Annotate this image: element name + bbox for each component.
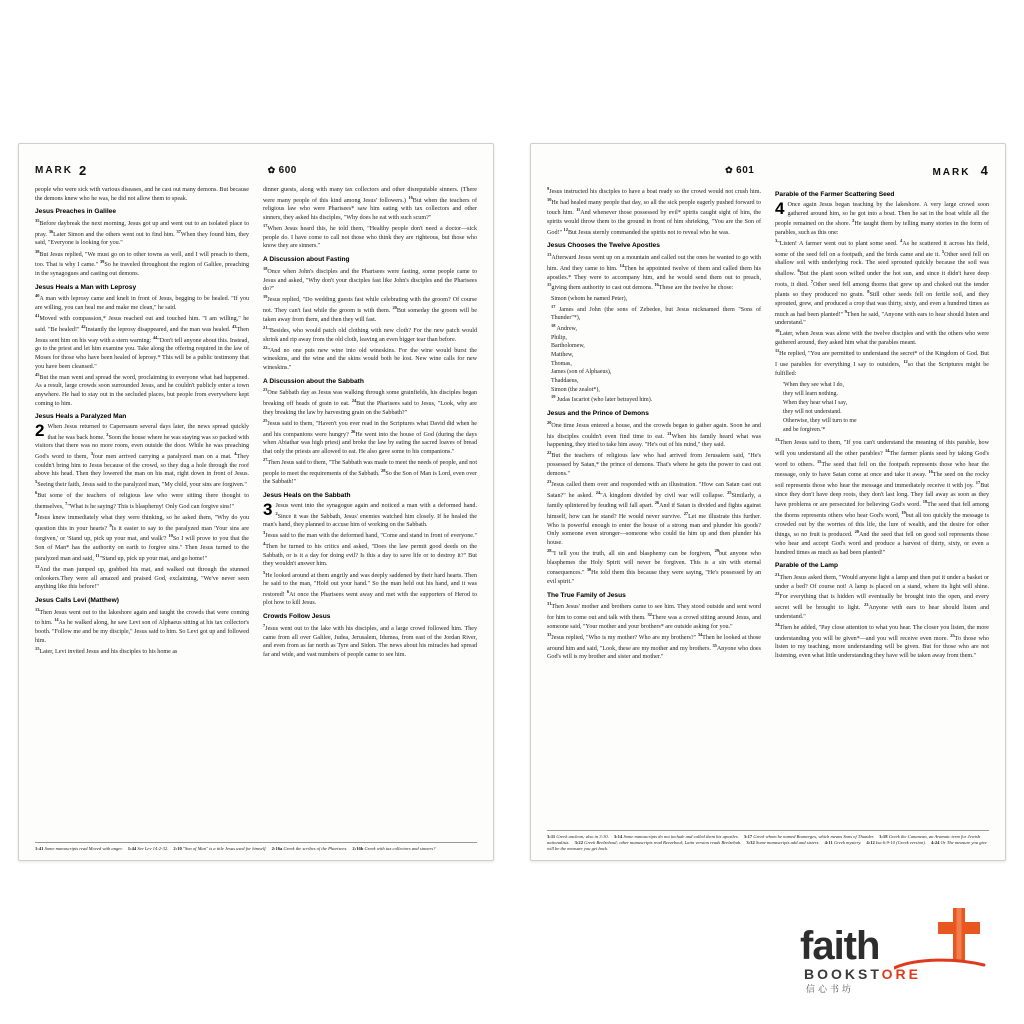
section-heading: Jesus Heals a Man with Leprosy [35,283,137,291]
leaf-icon: ✿ [267,164,276,175]
column-right-1 [547,186,761,826]
chapter-opening-paragraph: 4 Once again Jesus began teaching by the lakeshore. A very large crowd soon gathered around him, so he got into a boat. Then he sat in the boat while all the people remained on the shore. $^2$He taught them by telling many stories in the form of parables, such as this one: [775,198,989,236]
bible-page-right [530,143,1006,861]
chapter-number: 4 [980,162,989,178]
list-item: James (son of Alphaeus), [551,369,612,376]
verse-paragraph: $^{19}$Jesus replied, "Do wedding guests fast while celebrating with the groom? Of course not. They can't fast while the groom is with them. $^{20}$But someday the groom will be taken away from them, and then they will fast. [263,294,477,323]
verse-paragraph: people who were sick with various diseases, and he cast out many demons. But because the demons knew who he was, he did not allow them to speak. [35,187,249,202]
verse-paragraph: $^{33}$Jesus replied, "Who is my mother? Who are my brothers?" $^{34}$Then he looked at those around him and said, "Look, these are my mother and my brothers. $^{35}$Anyone who does God's will is my brother and sister and mother." [547,631,761,661]
poetry-line: and be forgiven.'* [783,426,826,433]
footnote: 3:14 Some manuscripts do not include and called them his apostles. [613,834,739,840]
poetry-line: they will not understand. [783,408,842,415]
book-name: MARK [35,164,73,176]
footnotes-left [35,837,477,852]
bible-page-left [18,143,494,861]
chapter-opening-paragraph: 3 Jesus went into the synagogue again and noticed a man with a deformed hand. $^2$Since it was the Sabbath, Jesus' enemies watched him closely. If he healed the man's hand, they planned to accuse him of working on the Sabbath. [263,499,477,529]
logo-subtitle [804,966,921,982]
verse-paragraph: $^3$"Listen! A farmer went out to plant some seed. $^4$As he scattered it across his field, some of the seed fell on a footpath, and the birds came and ate it. $^5$Other seed fell on shallow soil with underlying rock. The seed sprouted quickly because the soil was shallow. $^6$But the plant soon wilted under the hot sun, and since it didn't have deep roots, it died. $^7$Other seed fell among thorns that grew up and choked out the tender plants so they produced no grain. $^8$Still other seeds fell on fertile soil, and they sprouted, grew, and produced a crop that was thirty, sixty, and even a hundred times as much as had been planted!" $^9$Then he said, "Anyone with ears to hear should listen and understand." [775,237,989,327]
text-columns-right [547,186,989,826]
list-item: Thomas, [551,360,572,367]
verse-paragraph: $^{12}$And the man jumped up, grabbed his mat, and walked out through the stunned onlookers.They were all amazed and praised God, exclaiming, "We've never seen anything like this before!" [35,563,249,591]
apostles-list [551,295,761,405]
page-number-left [87,165,477,176]
chapter-dropcap: 2 [35,421,45,441]
list-item: Simon (the zealot*), [551,386,600,393]
footnotes-right [547,825,989,852]
bible-spread [0,143,1024,863]
page-number-value: 601 [736,164,755,176]
verse-paragraph: dinner guests, along with many tax collectors and other disreputable sinners. (There were many people of this kind among Jesus' followers.) $^{16}$But when the teachers of religious law who were Pharisees* saw him eating with tax collectors and other sinners, they asked his disciples, "Why does he eat with such scum?" [263,187,477,221]
verse-paragraph: $^{22}$"And no one puts new wine into old wineskins. For the wine would burst the wineskins, and the wine and the skins would both be lost. New wine calls for new wineskins." [263,344,477,371]
section-heading: Jesus Chooses the Twelve Apostles [547,242,660,250]
footnote: 4:11 Greek mystery. [824,840,862,846]
section-heading: A Discussion about the Sabbath [263,377,364,385]
footnote: 2:16b Greek with tax collectors and sinners? [352,846,436,852]
section-heading: Jesus and the Prince of Demons [547,410,649,418]
verse-paragraph: $^{24}$Then he added, "Pay close attention to what you hear. The closer you listen, the more understanding you will be given*—and you will receive even more. $^{25}$To those who listen to my teaching, more understanding will be given. But for those who are not listening, even what little understanding they have will be taken away from them." [775,621,989,659]
verse-paragraph: $^{21}$Then Jesus asked them, "Would anyone light a lamp and then put it under a basket or under a bed? Of course not! A lamp is placed on a stand, where its light will shine. $^{22}$For everything that is hidden will eventually be brought into the open, and every secret will be brought to light. $^{23}$Anyone with ears to hear should listen and understand." [775,572,989,620]
verse-paragraph: $^6$But some of the teachers of religious law who were sitting there thought to themselves, $^7$"What is he saying? This is blasphemy! Only God can forgive sins!" [35,490,249,510]
list-item: Matthew, [551,351,574,358]
logo-subtitle-accent: ORE [881,966,921,982]
logo-subtitle-primary: BOOKST [804,966,882,982]
poetry-line: 'When they see what I do, [783,382,844,389]
faith-bookstore-logo [798,910,988,994]
chapter-opening-paragraph: 2 When Jesus returned to Capernaum several days later, the news spread quickly that he was back home. $^2$Soon the house where he was staying was so packed with visitors that there was no more room, even outside the door. While he was preaching God's word to them, $^3$four men arrived carrying a paralyzed man on a mat. $^4$They couldn't bring him to Jesus because of the crowd, so they dug a hole through the roof above his head. Then they lowered the man on his mat, right down in front of Jesus. $^5$Seeing their faith, Jesus said to the paralyzed man, "My child, your sins are forgiven." [35,421,249,489]
page-number-value: 600 [278,164,297,176]
verse-paragraph: $^{25}$Jesus said to them, "Haven't you ever read in the Scriptures what David did when he and his companions were hungry? $^{26}$He went into the house of God (during the days when Abiathar was high priest) and broke the law by eating the sacred loaves of bread that only the priests are allowed to eat. He also gave some to his companions." [263,417,477,455]
poetry-line: they will learn nothing. [783,391,838,398]
verse-paragraph: $^{35}$Before daybreak the next morning, Jesus got up and went out to an isolated place to pray. $^{36}$Later Simon and the others went out to find him. $^{37}$When they found him, they said, "Everyone is looking for you." [35,218,249,247]
verse-paragraph: $^{13}$Then Jesus went out to the lakeshore again and taught the crowds that were coming to him. $^{14}$As he walked along, he saw Levi son of Alphaeus sitting at his tax collector's booth. "Follow me and be my disciple," Jesus said to him. So Levi got up and followed him. [35,606,249,644]
verse-paragraph: $^{18}$Once when John's disciples and the Pharisees were fasting, some people came to Jesus and asked, "Why don't your disciples fast like John's disciples and the Pharisees do?" [263,265,477,293]
poetry-block [783,381,989,434]
page-number-right [547,165,932,176]
verse-paragraph: $^{20}$One time Jesus entered a house, and the crowds began to gather again. Soon he and his disciples couldn't even find time to eat. $^{21}$When his family heard what was happening, they tried to take him away. "He's out of his mind," they said. [547,419,761,449]
footnote: 3:32 Some manuscripts add and sisters. [746,840,820,846]
verse-paragraph: $^7$Jesus went out to the lake with his disciples, and a large crowd followed him. They came from all over Galilee, Judea, Jerusalem, Idumea, from east of the Jordan River, and even from as far north as Tyre and Sidon. The news about his miracles had spread far and wide, and vast numbers of people came to see him. [263,622,477,658]
verse-paragraph: $^{28}$"I tell you the truth, all sin and blasphemy can be forgiven, $^{29}$but anyone who blasphemes the Holy Spirit will never be forgiven. This is a sin with eternal consequences." $^{30}$He told them this because they were saying, "He's possessed by an evil spirit." [547,548,761,585]
book-block [932,163,989,178]
verse-paragraph: $^{10}$Later, when Jesus was alone with the twelve disciples and with the others who were gathered around, they asked him what the parables meant. [775,328,989,347]
footnote: 3:18 Greek the Cananean, an Aramaic term for Jewish nationalists. [547,834,981,846]
verse-paragraph: $^{41}$Moved with compassion,* Jesus reached out and touched him. "I am willing," he said. "Be healed!" $^{42}$Instantly the leprosy disappeared, and the man was healed. $^{43}$Then Jesus sent him on his way with a stern warning: $^{44}$"Don't tell anyone about this. Instead, go to the priest and let him examine you. Take along the offering required in the law of Moses for those who have been healed of leprosy.* This will be a public testimony that you have been cleansed." [35,313,249,370]
verse-paragraph: $^{27}$Then Jesus said to them, "The Sabbath was made to meet the needs of people, and not people to meet the requirements of the Sabbath. $^{28}$So the Son of Man is Lord, even over the Sabbath!" [263,457,477,486]
footnote: 1:41 Some manuscripts read Moved with anger. [35,846,123,852]
verse-paragraph: $^{11}$He replied, "You are permitted to understand the secret* of the Kingdom of God. But I use parables for everything I say to outsiders, $^{12}$so that the Scriptures might be fulfilled: [775,348,989,377]
page-header-left [35,160,477,180]
column-left-1 [35,186,249,826]
chapter-number: 2 [79,162,88,178]
list-item: Simon (whom he named Peter), [551,295,628,302]
verse-paragraph: $^{17}$When Jesus heard this, he told them, "Healthy people don't need a doctor—sick people do. I have come to call not those who think they are righteous, but those who know they are sinners." [263,223,477,250]
column-right-2 [775,186,989,826]
verse-paragraph: $^{15}$Later, Levi invited Jesus and his disciples to his home as [35,645,178,655]
verse-paragraph: $^9$Jesus instructed his disciples to have a boat ready so the crowd would not crush him. $^{10}$He had healed many people that day, so all the sick people eagerly pushed forward to touch him. $^{11}$And whenever those possessed by evil* spirits caught sight of him, the spirits would throw them to the ground in front of him shrieking, "You are the Son of God!" $^{12}$But Jesus sternly commanded the spirits not to reveal who he was. [547,186,761,236]
verse-paragraph: $^{23}$Jesus called them over and responded with an illustration. "How can Satan cast out Satan?" he asked. $^{24}$"A kingdom divided by civil war will collapse. $^{25}$Similarly, a family splintered by feuding will fall apart. $^{26}$And if Satan is divided and fights against himself, how can he stand? He would never survive. $^{27}$Let me illustrate this further. Who is powerful enough to enter the house of a strong man and plunder his goods? Only someone even stronger—someone who could tie him up and then plunder his house. [547,478,761,546]
column-left-2 [263,186,477,826]
footnote: 3:17 Greek whom he named Boanerges, which means Sons of Thunder. [743,834,875,840]
page-header-right [547,160,989,180]
chapter-dropcap: 4 [775,198,785,218]
verse-paragraph: $^{38}$But Jesus replied, "We must go on to other towns as well, and I will preach to them, too. That is why I came." $^{39}$So he traveled throughout the region of Galilee, preaching in the synagogues and casting out demons. [35,248,249,277]
verse-paragraph: $^{31}$Then Jesus' mother and brothers came to see him. They stood outside and sent word for him to come out and talk with them. $^{32}$There was a crowd sitting around Jesus, and someone said, "Your mother and your brothers* are outside asking for you." [547,601,761,630]
logo-chinese-text: 信心书坊 [806,984,855,994]
verse-paragraph: $^{13}$Then Jesus said to them, "If you can't understand the meaning of this parable, how will you understand all the other parables? $^{14}$The farmer plants seed by taking God's word to others. $^{15}$The seed that fell on the footpath represents those who hear the message, only to have Satan come at once and take it away. $^{16}$The seed on the rocky soil represents those who hear the message and immediately receive it with joy. $^{17}$But since they don't have deep roots, they don't last long. They fall away as soon as they have problems or are persecuted for believing God's word. $^{18}$The seed that fell among the thorns represents others who hear God's word, $^{19}$but all too quickly the message is crowded out by the worries of this life, the lure of wealth, and the desire for other things, so no fruit is produced. $^{20}$And the seed that fell on good soil represents those who hear and accept God's word and produce a harvest of thirty, sixty, or even a hundred times as much as had been planted!" [775,437,989,556]
list-item: Bartholomew, [551,343,585,350]
list-item: $^{18}$ Andrew, [551,322,577,332]
list-item: Thaddaeus, [551,378,579,385]
footnote: 4:24 Or The measure you give will be the measure you get back. [547,840,987,852]
verse-paragraph: $^{45}$But the man went and spread the word, proclaiming to everyone what had happened. As a result, large crowds soon surrounded Jesus, and he couldn't publicly enter a town anywhere. He had to stay out in the secluded places, but people from everywhere kept coming to him. [35,371,249,407]
book-name: MARK [932,166,971,178]
verse-paragraph: $^3$Jesus said to the man with the deformed hand, "Come and stand in front of everyone." $^4$Then he turned to his critics and asked, "Does the law permit good deeds on the Sabbath, or is it a day for doing evil? Is this a day to save life or to destroy it?" But they wouldn't answer him. [263,530,477,568]
verse-paragraph: $^{21}$"Besides, who would patch old clothing with new cloth? For the new patch would shrink and rip away from the old cloth, leaving an even bigger tear than before. [263,324,477,343]
footnote: 2:10 "Son of Man" is a title Jesus used for himself. [173,846,267,852]
footnote: 3:11 Greek unclean; also in 3:30. [547,834,609,840]
section-heading: Jesus Heals a Paralyzed Man [35,413,127,421]
footnote-list [547,830,989,852]
footnote: 2:16a Greek the scribes of the Pharisees. [271,846,348,852]
section-heading: Jesus Calls Levi (Matthew) [35,596,119,604]
verse-paragraph: $^{22}$But the teachers of religious law who had arrived from Jerusalem said, "He's possessed by Satan,* the prince of demons. That's where he gets the power to cast out demons." [547,450,761,477]
footnote: 3:22 Greek Beelzeboul; other manuscripts read Beezeboul; Latin version reads Beelzebub. [574,840,742,846]
footnote: 1:44 See Lev 14:2-32. [127,846,169,852]
verse-paragraph: $^5$He looked around at them angrily and was deeply saddened by their hard hearts. Then he said to the man, "Hold out your hand." So the man held out his hand, and it was restored! $^6$At once the Pharisees went away and met with the supporters of Herod to plot how to kill Jesus. [263,569,477,607]
section-heading: Parable of the Farmer Scattering Seed [775,191,895,198]
section-heading: A Discussion about Fasting [263,256,350,264]
verse-paragraph: $^{13}$Afterward Jesus went up on a mountain and called out the ones he wanted to go with him. And they came to him. $^{14}$Then he appointed twelve of them and called them his apostles.* They were to accompany him, and he would send them out to preach, $^{15}$giving them authority to cast out demons. $^{16}$These are the twelve he chose: [547,252,761,292]
section-heading: Jesus Heals on the Sabbath [263,492,351,500]
logo-brand-text: faith [800,924,880,968]
verse-paragraph: $^{40}$A man with leprosy came and knelt in front of Jesus, begging to be healed. "If you are willing, you can heal me and make me clean," he said. [35,293,249,312]
section-heading: The True Family of Jesus [547,591,626,599]
footnote-list [35,842,477,852]
chapter-dropcap: 3 [263,499,273,519]
list-item: $^{19}$ Judas Iscariot (who later betrayed him). [551,394,653,404]
poetry-line: Otherwise, they will turn to me [783,417,857,424]
verse-paragraph: $^{23}$One Sabbath day as Jesus was walking through some grainfields, his disciples began breaking off heads of grain to eat. $^{24}$But the Pharisees said to Jesus, "Look, why are they breaking the law by harvesting grain on the Sabbath?" [263,387,477,416]
section-heading: Jesus Preaches in Galilee [35,208,117,216]
verse-paragraph: $^8$Jesus knew immediately what they were thinking, so he asked them, "Why do you question this in your hearts? $^9$Is it easier to say to the paralyzed man 'Your sins are forgiven,' or 'Stand up, pick up your mat, and walk'? $^{10}$So I will prove to you that the Son of Man* has the authority on earth to forgive sins." Then Jesus turned to the paralyzed man and said, $^{11}$"Stand up, pick up your mat, and go home!" [35,512,249,562]
section-heading: Parable of the Lamp [775,562,839,570]
cross-icon [936,906,982,962]
list-item: Philip, [551,334,567,341]
footnote: 4:12 Isa 6:9-10 (Greek version). [866,840,926,846]
list-item: $^{17}$ James and John (the sons of Zebedee, but Jesus nicknamed them "Sons of Thunder"*), [551,303,761,322]
section-heading: Crowds Follow Jesus [263,613,331,621]
leaf-icon: ✿ [725,164,734,175]
poetry-line: When they hear what I say, [783,399,848,406]
text-columns-left [35,186,477,826]
